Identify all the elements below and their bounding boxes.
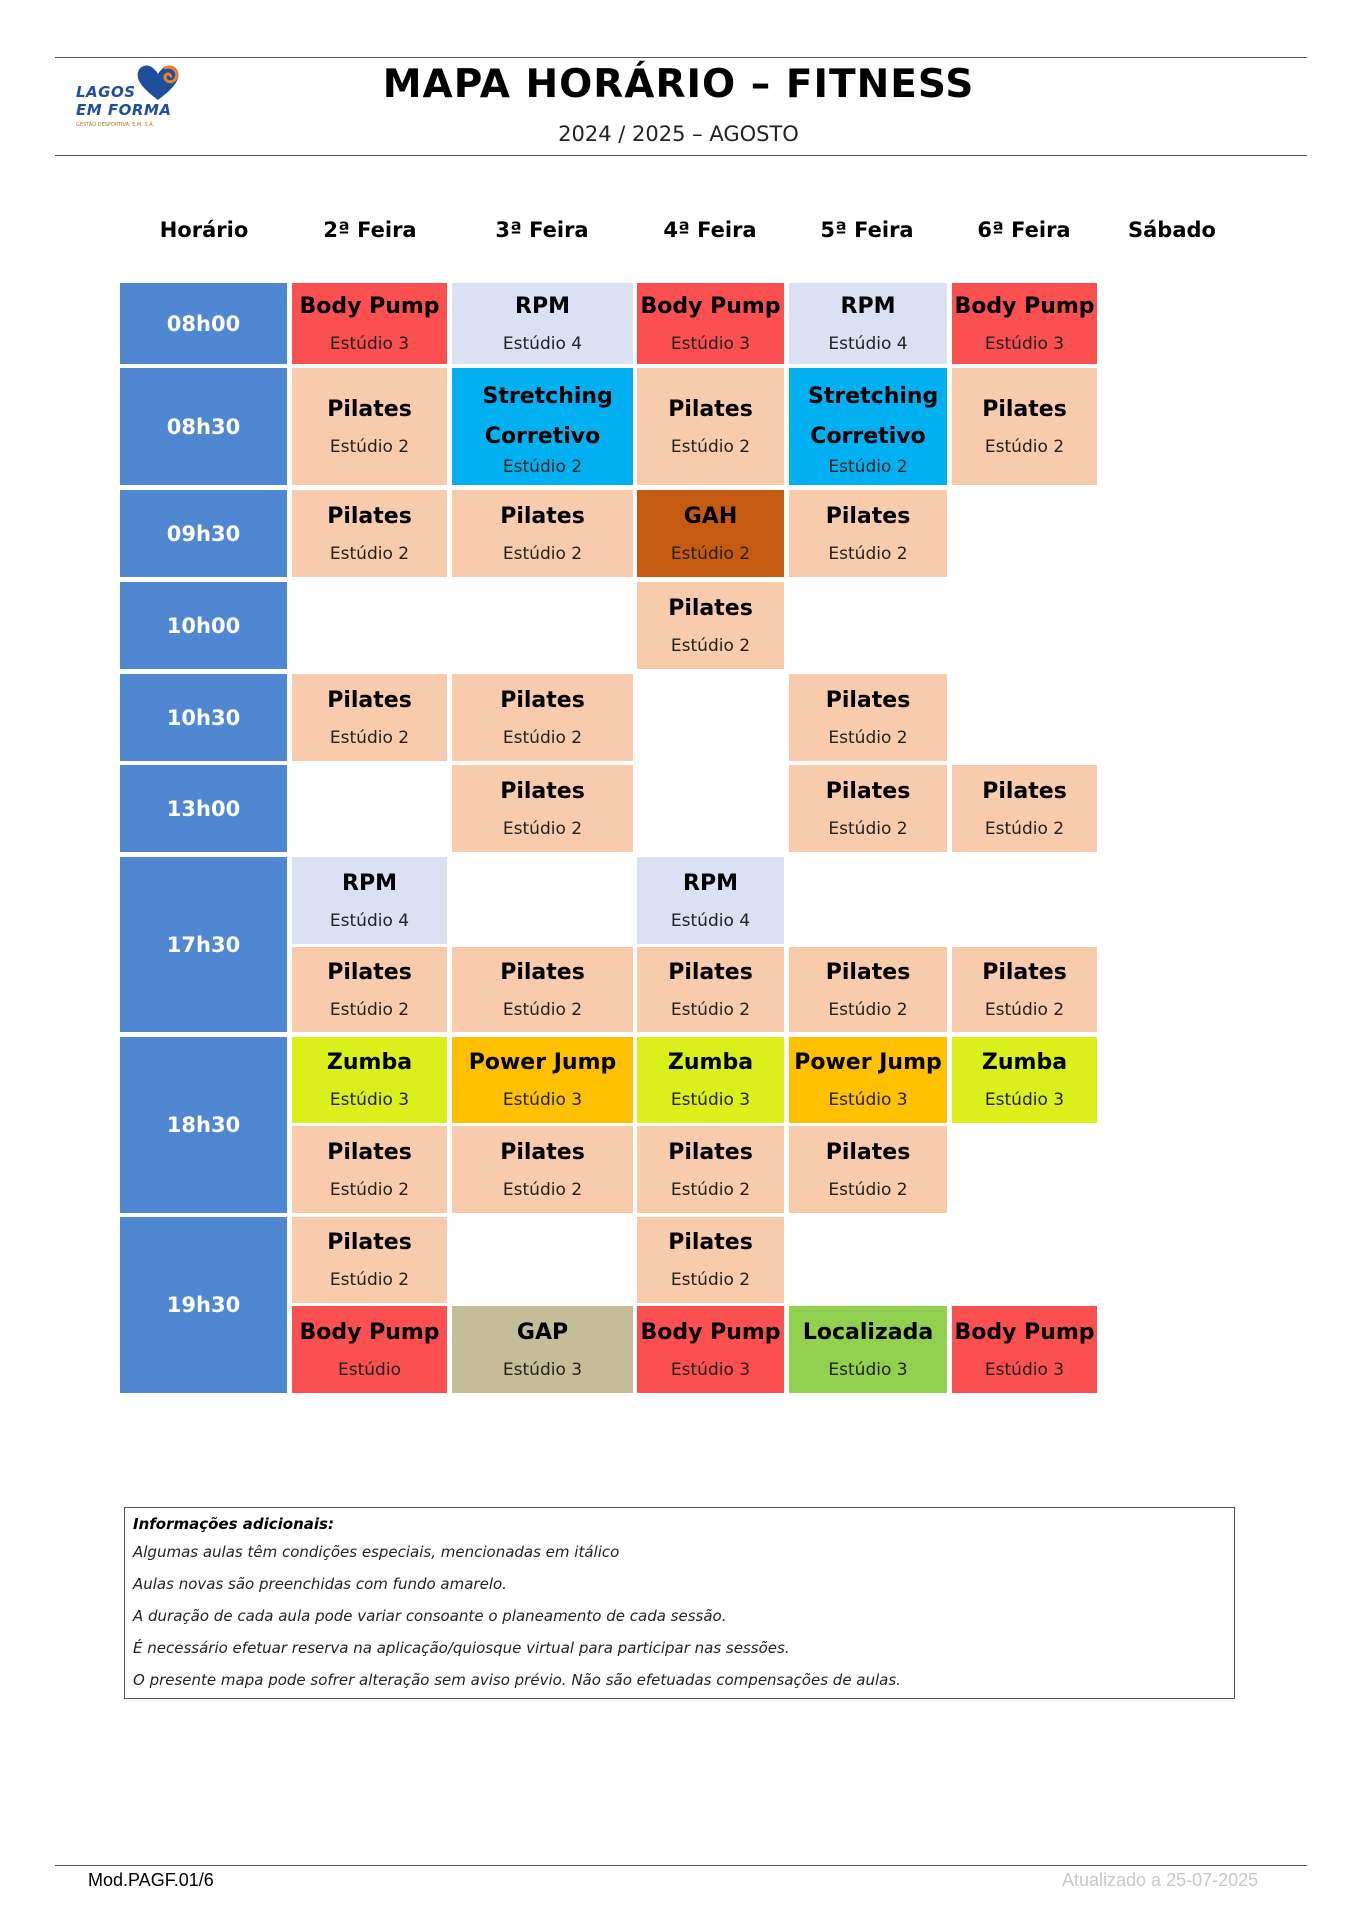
class-name: RPM [342,870,397,896]
class-cell [637,947,784,1032]
col-head-quarta: 4ª Feira [663,218,757,242]
class-name: Pilates [327,1139,412,1165]
class-studio: Estúdio 3 [670,1359,751,1380]
class-cell [637,1306,784,1393]
info-heading: Informações adicionais: [133,1515,334,1533]
class-studio: Estúdio 2 [670,1270,751,1290]
class-name: Pilates [327,959,412,985]
info-box [124,1507,1235,1699]
info-line: A duração de cada aula pode variar consoante o planeamento de cada sessão. [133,1607,727,1625]
class-cell [452,1306,633,1393]
class-cell [789,1306,947,1393]
class-name: Body Pump [640,1319,781,1345]
class-cell [292,283,447,364]
class-name: Body Pump [299,1319,440,1345]
class-cell [452,368,633,485]
info-line: É necessário efetuar reserva na aplicação/quiosque virtual para participar nas sessões. [133,1639,790,1657]
class-studio: Estúdio 2 [828,1179,908,1200]
time-slot: 10h30 [120,674,287,761]
class-studio: Estúdio 2 [329,543,410,564]
class-cell [292,1126,447,1213]
info-line: Aulas novas são preenchidas com fundo amarelo. [133,1575,507,1593]
class-cell [637,1217,784,1303]
footer-updated-date: Atualizado a 25-07-2025 [1062,1870,1259,1890]
class-cell [452,283,633,364]
class-cell [789,490,947,577]
class-name: Pilates [327,503,412,529]
time-slot: 13h00 [120,765,287,852]
class-studio: Estúdio 3 [828,1359,908,1380]
class-studio: Estúdio 4 [329,910,410,931]
class-name: Pilates [825,778,911,804]
class-name: Pilates [668,595,753,621]
col-head-horario: Horário [159,218,249,242]
class-name: RPM [683,870,738,896]
class-name: Power Jump [794,1050,942,1075]
class-studio: Estúdio 2 [828,456,908,477]
class-studio: Estúdio 2 [502,456,583,477]
class-studio: Estúdio 3 [984,1090,1065,1110]
class-name: GAP [516,1319,569,1345]
class-cell [637,1037,784,1123]
class-cell [789,765,947,852]
class-cell [292,1306,447,1393]
logo-text-em-forma: EM FORMA [76,101,172,119]
class-studio: Estúdio 2 [828,543,908,564]
class-name: GAH [683,503,738,529]
class-cell [452,765,633,852]
class-cell [452,490,633,577]
class-studio: Estúdio 3 [670,333,751,354]
class-cell [292,368,447,485]
class-name: Pilates [825,503,911,529]
class-name: Pilates [668,1230,753,1255]
class-cell [292,1037,447,1123]
class-name: Stretching Corretivo [808,383,939,449]
class-cell [292,674,447,761]
class-cell [452,674,633,761]
footer-model-code: Mod.PAGF.01/6 [88,1870,214,1890]
class-studio: Estúdio 2 [329,436,410,457]
class-cell [952,368,1097,485]
class-studio: Estúdio 2 [329,1270,410,1290]
class-studio: Estúdio 2 [329,999,410,1020]
class-name: Pilates [327,687,412,713]
class-cell [637,582,784,669]
logo-tagline: GESTÃO DESPORTIVA, E.M, S.A. [76,122,155,128]
class-name: Pilates [982,778,1067,804]
time-slot: 19h30 [120,1217,287,1393]
class-studio: Estúdio 2 [329,727,410,748]
class-studio: Estúdio 2 [502,1179,583,1200]
class-name: Pilates [982,396,1067,422]
page-subtitle: 2024 / 2025 – AGOSTO [558,122,799,146]
class-studio: Estúdio [338,1359,401,1380]
class-studio: Estúdio 3 [670,1090,751,1110]
class-cell [789,1126,947,1213]
class-name: Pilates [982,959,1067,985]
class-name: Pilates [500,1139,585,1165]
class-cell [637,1126,784,1213]
class-name: Zumba [667,1050,754,1075]
class-cell [952,765,1097,852]
class-name: Body Pump [299,293,440,319]
info-line: Algumas aulas têm condições especiais, mencionadas em itálico [133,1543,620,1561]
class-cell [637,490,784,577]
class-cell [452,1126,633,1213]
time-slot: 09h30 [120,490,287,577]
class-cell [637,857,784,944]
class-name: Pilates [500,959,585,985]
time-slot: 08h00 [120,283,287,364]
class-studio: Estúdio 2 [502,727,583,748]
class-name: Body Pump [954,293,1095,319]
header-bottom-rule [55,155,1307,156]
class-studio: Estúdio 2 [670,1179,751,1200]
time-slot: 10h00 [120,582,287,669]
class-name: RPM [515,293,570,319]
class-name: Pilates [668,396,753,422]
class-cell [789,1037,947,1123]
class-studio: Estúdio 2 [828,999,908,1020]
class-cell [952,1306,1097,1393]
class-studio: Estúdio 2 [828,818,908,839]
col-head-segunda: 2ª Feira [323,218,417,242]
class-cell [789,674,947,761]
class-studio: Estúdio 2 [502,999,583,1020]
class-name: Zumba [326,1050,413,1075]
footer-rule [55,1865,1307,1866]
class-cell [452,947,633,1032]
class-studio: Estúdio 2 [670,635,751,656]
class-studio: Estúdio 3 [984,333,1065,354]
class-name: Pilates [500,687,585,713]
page-title: MAPA HORÁRIO – FITNESS [382,62,975,107]
class-cell [292,490,447,577]
col-head-terca: 3ª Feira [495,218,589,242]
class-studio: Estúdio 2 [984,436,1065,457]
class-name: Pilates [327,1230,412,1255]
top-rule [55,57,1307,58]
class-cell [292,947,447,1032]
class-studio: Estúdio 4 [670,910,751,931]
class-name: Localizada [802,1319,934,1345]
class-cell [292,1217,447,1303]
class-studio: Estúdio 3 [329,333,410,354]
class-name: Pilates [825,687,911,713]
class-name: Power Jump [468,1050,617,1075]
class-name: Pilates [825,959,911,985]
class-name: Pilates [668,1139,753,1165]
class-studio: Estúdio 2 [828,727,908,748]
class-studio: Estúdio 3 [329,1090,410,1110]
class-studio: Estúdio 2 [984,818,1065,839]
col-head-sexta: 6ª Feira [977,218,1071,242]
class-name: Body Pump [640,293,781,319]
class-cell [789,283,947,364]
class-cell [452,1037,633,1123]
time-slot: 17h30 [120,857,287,1032]
class-cell [637,283,784,364]
class-studio: Estúdio 3 [984,1359,1065,1380]
logo-text-lagos: LAGOS [76,83,136,101]
class-cell [789,368,947,485]
time-slot: 08h30 [120,368,287,485]
class-name: Zumba [981,1050,1068,1075]
class-name: Pilates [327,396,412,422]
class-studio: Estúdio 2 [670,436,751,457]
class-studio: Estúdio 2 [670,999,751,1020]
class-cell [952,1037,1097,1123]
class-studio: Estúdio 3 [502,1359,583,1380]
class-name: Pilates [668,959,753,985]
col-head-quinta: 5ª Feira [820,218,914,242]
class-name: RPM [840,293,896,319]
class-cell [952,283,1097,364]
class-studio: Estúdio 2 [502,543,583,564]
class-name: Pilates [500,503,585,529]
info-line: O presente mapa pode sofrer alteração sem aviso prévio. Não são efetuadas compensações de aulas. [133,1671,901,1689]
class-cell [952,947,1097,1032]
class-studio: Estúdio 4 [502,333,583,354]
class-cell [637,368,784,485]
class-cell [292,857,447,944]
class-studio: Estúdio 2 [502,818,583,839]
class-name: Pilates [825,1139,911,1165]
class-studio: Estúdio 2 [329,1179,410,1200]
col-head-sabado: Sábado [1128,218,1216,242]
class-studio: Estúdio 3 [502,1090,583,1110]
class-name: Body Pump [954,1319,1095,1345]
class-cell [789,947,947,1032]
class-name: Pilates [500,778,585,804]
class-studio: Estúdio 2 [984,999,1065,1020]
class-name: Stretching Corretivo [482,383,613,449]
time-slot: 18h30 [120,1037,287,1213]
class-studio: Estúdio 3 [828,1090,908,1110]
class-studio: Estúdio 4 [828,333,908,354]
class-studio: Estúdio 2 [670,543,751,564]
